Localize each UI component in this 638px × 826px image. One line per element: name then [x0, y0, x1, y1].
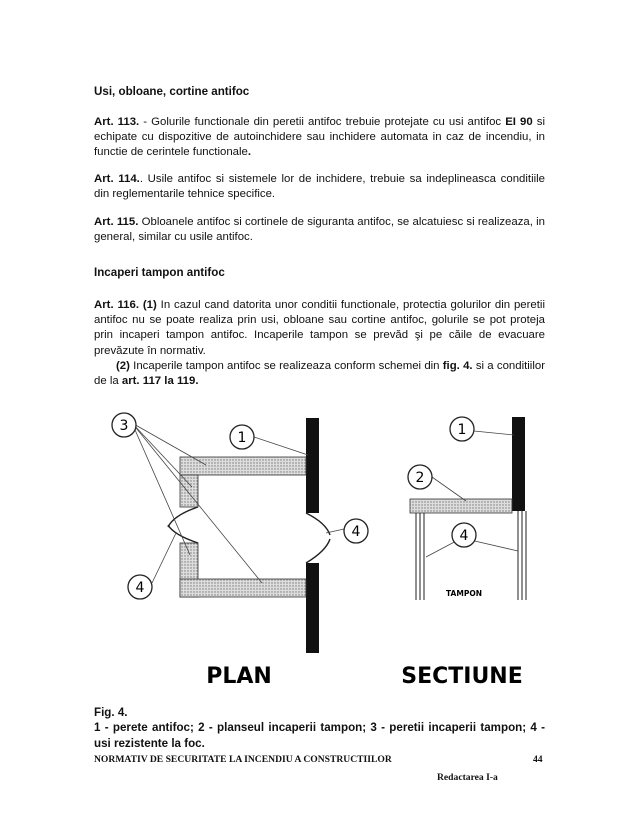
- section-heading-usi: Usi, obloane, cortine antifoc: [94, 85, 250, 98]
- section-view: [401, 417, 526, 689]
- fig-caption-title: Fig. 4.: [94, 706, 128, 719]
- svg-text:4: 4: [135, 580, 145, 596]
- section-firewall: [512, 417, 525, 511]
- svg-text:4: 4: [351, 524, 361, 540]
- plan-left-wall-top: [180, 475, 198, 507]
- fig-caption-text: 1 - perete antifoc; 2 - planseul incaperii tampon; 3 - peretii incaperii tampon; 4 - usi rezistente la foc.: [94, 721, 545, 750]
- svg-text:3: 3: [119, 418, 129, 434]
- article-114: Art. 114.. Usile antifoc si sistemele lor de inchidere, trebuie sa indeplineasca conditiile din reglementarile tehnice specifice.: [94, 173, 545, 201]
- plan-label: PLAN: [206, 664, 272, 689]
- plan-top-wall: [180, 457, 306, 475]
- tampon-label: TAMPON: [446, 589, 482, 598]
- door-leaf-left: [168, 507, 198, 543]
- section-heading-incaperi: Incaperi tampon antifoc: [94, 266, 225, 279]
- callout-4: [452, 523, 476, 547]
- callout-4: [344, 519, 368, 543]
- article-115: Art. 115. Obloanele antifoc si cortinele de siguranta antifoc, se alcatuiesc si realizeaza, in general, similar cu usile antifoc.: [94, 216, 545, 244]
- plan-bottom-wall: [180, 579, 306, 597]
- article-116: Art. 116. (1) In cazul cand datorita unor conditii functionale, protectia golurilor din peretii antifoc nu se poate realiza prin usi, obloane sau cortine antifoc, golurile se pot proteja prin incaperi tampon antifoc. Incaperile tampon se prevăd şi pe căile de evacuare prevăzute în normativ. (2) Incaperile tampon antifoc se realizeaza conform schemei din fig. 4. si a conditiilor de la art. 117 la 119.: [94, 299, 545, 388]
- svg-text:2: 2: [415, 470, 425, 486]
- svg-text:1: 1: [237, 430, 247, 446]
- callout-1: [450, 417, 474, 441]
- section-slab: [410, 499, 512, 513]
- article-113: Art. 113. - Golurile functionale din peretii antifoc trebuie protejate cu usi antifoc EI 90 si echipate cu dispozitive de autoinchidere sau inchidere automata in caz de incendiu, in functie de cerintele functionale.: [94, 116, 545, 159]
- svg-text:1: 1: [457, 422, 467, 438]
- page-number: 44: [533, 754, 543, 765]
- svg-text:4: 4: [459, 528, 469, 544]
- firewall-upper: [306, 418, 319, 513]
- footer-edition: Redactarea I-a: [437, 772, 498, 783]
- callout-1: [230, 425, 254, 449]
- plan-view: [112, 413, 368, 689]
- callout-3: [112, 413, 136, 437]
- fig-4-diagram: [94, 405, 554, 700]
- article-label: Art. 114.: [94, 173, 140, 185]
- article-label: Art. 113.: [94, 116, 140, 128]
- callout-2: [408, 465, 432, 489]
- footer-title: NORMATIV DE SECURITATE LA INCENDIU A CONSTRUCTIILOR: [94, 754, 392, 765]
- firewall-lower: [306, 563, 319, 653]
- article-label: Art. 116. (1): [94, 299, 157, 311]
- callout-4: [128, 575, 152, 599]
- article-label: Art. 115.: [94, 216, 139, 228]
- door-leaf-right: [306, 513, 330, 563]
- section-label: SECTIUNE: [401, 664, 523, 689]
